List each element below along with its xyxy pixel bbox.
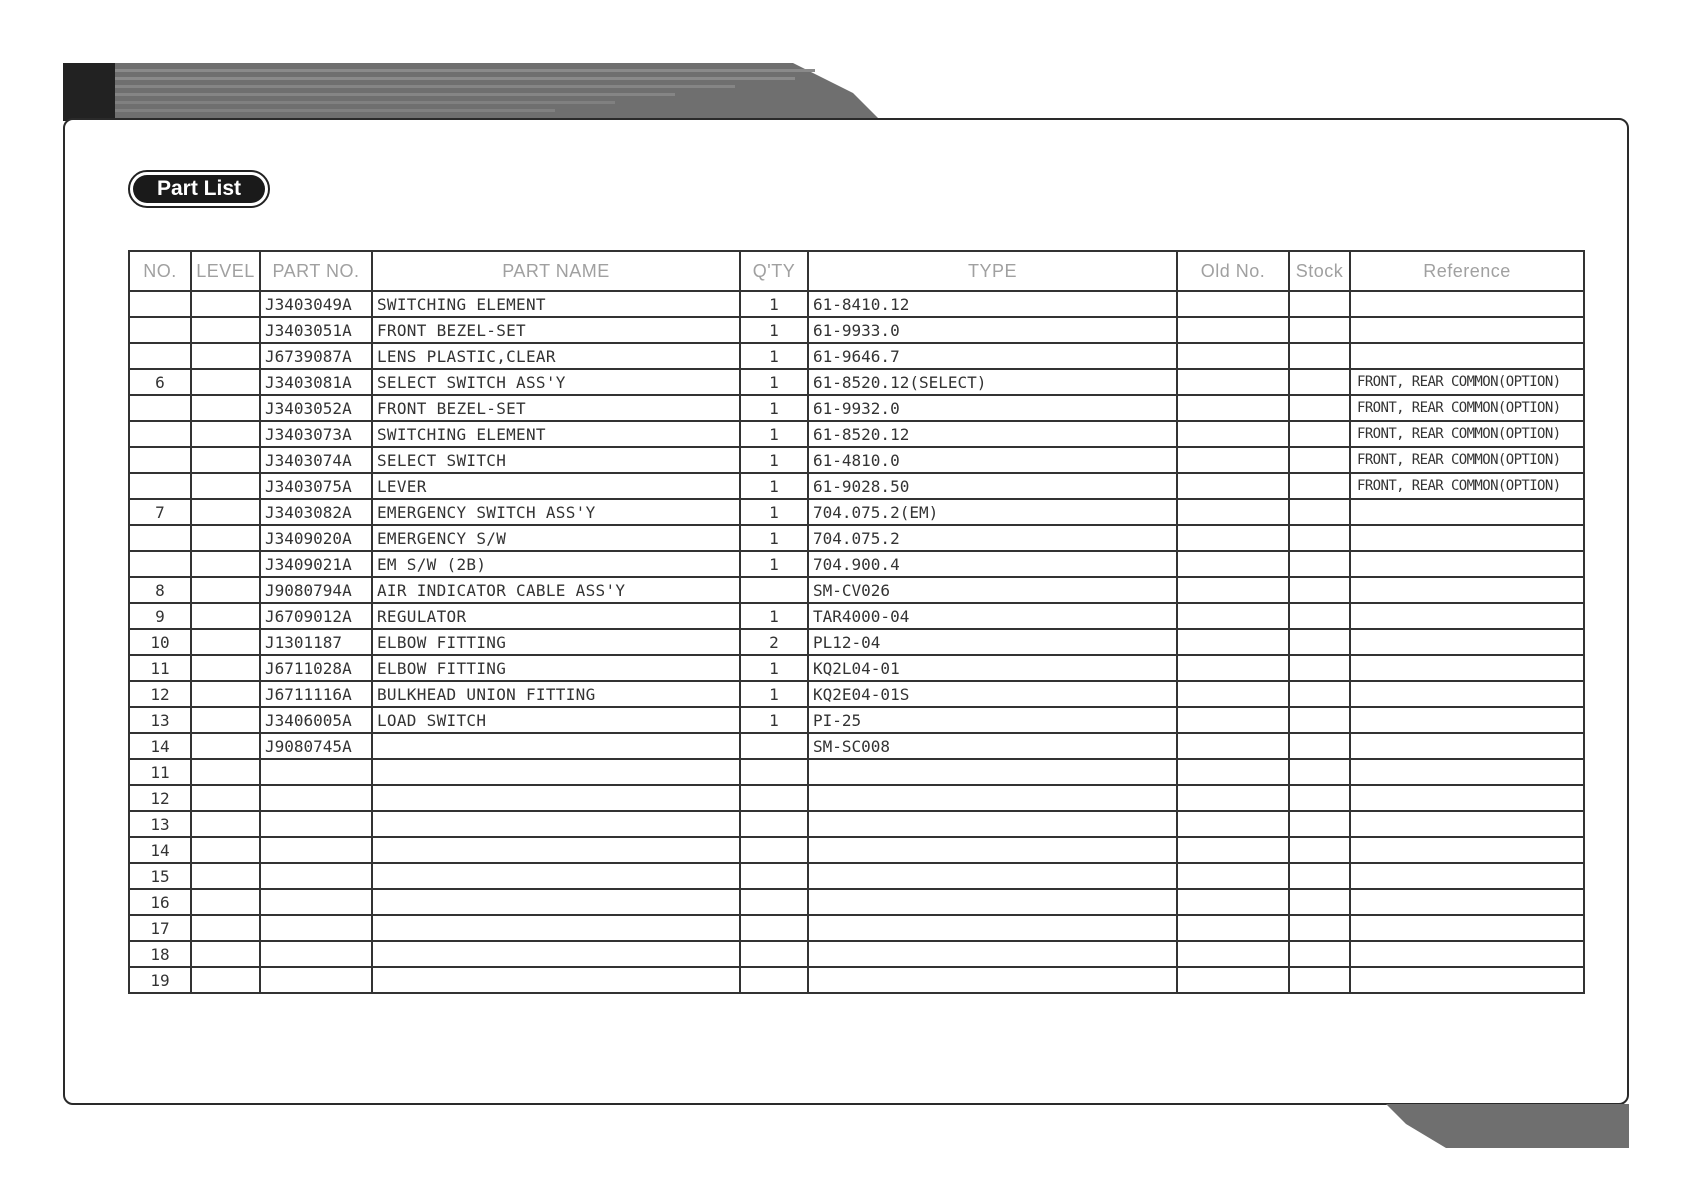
cell-qty — [740, 577, 808, 603]
cell-old-no — [1177, 915, 1289, 941]
table-body — [129, 291, 1584, 993]
cell-qty: 1 — [740, 395, 808, 421]
cell-no — [129, 473, 191, 499]
cell-reference — [1350, 837, 1584, 863]
cell-reference — [1350, 707, 1584, 733]
cell-no — [129, 291, 191, 317]
table-row — [129, 915, 1584, 941]
cell-reference — [1350, 863, 1584, 889]
cell-type: PL12-04 — [808, 629, 1177, 655]
cell-type: KQ2L04-01 — [808, 655, 1177, 681]
cell-part-no: J1301187 — [260, 629, 372, 655]
cell-part-name: EM S/W (2B) — [372, 551, 740, 577]
cell-old-no — [1177, 525, 1289, 551]
table-row — [129, 811, 1584, 837]
table-row — [129, 759, 1584, 785]
cell-reference — [1350, 941, 1584, 967]
cell-type: 704.900.4 — [808, 551, 1177, 577]
table-row — [129, 863, 1584, 889]
table-row — [129, 525, 1584, 551]
cell-level — [191, 967, 260, 993]
cell-stock — [1289, 967, 1350, 993]
cell-level — [191, 889, 260, 915]
cell-stock — [1289, 395, 1350, 421]
cell-type: 61-9028.50 — [808, 473, 1177, 499]
cell-stock — [1289, 291, 1350, 317]
cell-type — [808, 785, 1177, 811]
cell-reference — [1350, 655, 1584, 681]
cell-old-no — [1177, 889, 1289, 915]
cell-reference — [1350, 577, 1584, 603]
cell-reference — [1350, 785, 1584, 811]
table-row — [129, 785, 1584, 811]
cell-level — [191, 629, 260, 655]
cell-stock — [1289, 629, 1350, 655]
cell-part-no: J3403073A — [260, 421, 372, 447]
cell-type: 704.075.2 — [808, 525, 1177, 551]
cell-no — [129, 447, 191, 473]
cell-type: KQ2E04-01S — [808, 681, 1177, 707]
cell-level — [191, 811, 260, 837]
cell-level — [191, 863, 260, 889]
cell-part-no: J3406005A — [260, 707, 372, 733]
cell-stock — [1289, 915, 1350, 941]
cell-qty — [740, 967, 808, 993]
cell-stock — [1289, 499, 1350, 525]
cell-qty: 1 — [740, 603, 808, 629]
cell-old-no — [1177, 941, 1289, 967]
header-stock: Stock — [1289, 251, 1350, 291]
cell-reference — [1350, 889, 1584, 915]
cell-type: TAR4000-04 — [808, 603, 1177, 629]
cell-qty: 1 — [740, 551, 808, 577]
table-row — [129, 317, 1584, 343]
table-row — [129, 577, 1584, 603]
cell-type: SM-CV026 — [808, 577, 1177, 603]
cell-old-no — [1177, 447, 1289, 473]
cell-reference — [1350, 291, 1584, 317]
table-row — [129, 551, 1584, 577]
cell-stock — [1289, 447, 1350, 473]
cell-reference: FRONT, REAR COMMON(OPTION) — [1350, 473, 1584, 499]
cell-reference: FRONT, REAR COMMON(OPTION) — [1350, 421, 1584, 447]
cell-old-no — [1177, 707, 1289, 733]
table-row — [129, 343, 1584, 369]
cell-level — [191, 759, 260, 785]
cell-reference — [1350, 603, 1584, 629]
cell-part-name: EMERGENCY S/W — [372, 525, 740, 551]
cell-type: 704.075.2(EM) — [808, 499, 1177, 525]
cell-type: 61-8520.12(SELECT) — [808, 369, 1177, 395]
cell-old-no — [1177, 343, 1289, 369]
table-row — [129, 655, 1584, 681]
cell-no: 16 — [129, 889, 191, 915]
cell-stock — [1289, 369, 1350, 395]
cell-qty: 1 — [740, 291, 808, 317]
cell-part-no: J3403074A — [260, 447, 372, 473]
cell-stock — [1289, 707, 1350, 733]
cell-stock — [1289, 811, 1350, 837]
cell-part-name — [372, 915, 740, 941]
cell-level — [191, 421, 260, 447]
table-row — [129, 369, 1584, 395]
cell-old-no — [1177, 291, 1289, 317]
cell-type: 61-8410.12 — [808, 291, 1177, 317]
cell-level — [191, 291, 260, 317]
cell-part-name: SWITCHING ELEMENT — [372, 421, 740, 447]
cell-part-no — [260, 759, 372, 785]
part-list-title: Part List — [133, 175, 265, 203]
cell-old-no — [1177, 733, 1289, 759]
cell-no — [129, 421, 191, 447]
cell-old-no — [1177, 551, 1289, 577]
cell-old-no — [1177, 421, 1289, 447]
cell-part-name: ELBOW FITTING — [372, 629, 740, 655]
table-row — [129, 707, 1584, 733]
cell-no: 12 — [129, 681, 191, 707]
cell-level — [191, 343, 260, 369]
cell-level — [191, 681, 260, 707]
cell-part-no — [260, 967, 372, 993]
cell-stock — [1289, 421, 1350, 447]
part-list-badge — [128, 170, 270, 208]
cell-level — [191, 525, 260, 551]
cell-stock — [1289, 941, 1350, 967]
cell-part-no: J3409020A — [260, 525, 372, 551]
cell-stock — [1289, 785, 1350, 811]
cell-part-no: J6711028A — [260, 655, 372, 681]
header-qty: Q'TY — [740, 251, 808, 291]
cell-stock — [1289, 733, 1350, 759]
cell-part-name: REGULATOR — [372, 603, 740, 629]
header-tab-decoration — [63, 63, 881, 121]
cell-level — [191, 577, 260, 603]
cell-part-name — [372, 811, 740, 837]
cell-part-no — [260, 837, 372, 863]
cell-stock — [1289, 759, 1350, 785]
cell-old-no — [1177, 681, 1289, 707]
table-row — [129, 837, 1584, 863]
cell-no: 18 — [129, 941, 191, 967]
cell-no: 13 — [129, 707, 191, 733]
table-row — [129, 421, 1584, 447]
cell-part-no: J3403052A — [260, 395, 372, 421]
cell-part-no — [260, 863, 372, 889]
cell-stock — [1289, 577, 1350, 603]
header-type: TYPE — [808, 251, 1177, 291]
cell-no — [129, 551, 191, 577]
cell-type: SM-SC008 — [808, 733, 1177, 759]
cell-part-no: J9080794A — [260, 577, 372, 603]
cell-qty: 1 — [740, 525, 808, 551]
cell-type — [808, 889, 1177, 915]
cell-no — [129, 395, 191, 421]
cell-reference: FRONT, REAR COMMON(OPTION) — [1350, 369, 1584, 395]
cell-stock — [1289, 343, 1350, 369]
cell-part-name: LENS PLASTIC,CLEAR — [372, 343, 740, 369]
cell-level — [191, 317, 260, 343]
cell-reference: FRONT, REAR COMMON(OPTION) — [1350, 395, 1584, 421]
cell-old-no — [1177, 811, 1289, 837]
cell-no — [129, 525, 191, 551]
cell-level — [191, 499, 260, 525]
cell-qty: 1 — [740, 343, 808, 369]
footer-tab-decoration — [1386, 1104, 1629, 1148]
cell-stock — [1289, 317, 1350, 343]
cell-type: 61-9933.0 — [808, 317, 1177, 343]
cell-part-no: J9080745A — [260, 733, 372, 759]
cell-part-name: SELECT SWITCH ASS'Y — [372, 369, 740, 395]
cell-level — [191, 915, 260, 941]
cell-part-no: J6739087A — [260, 343, 372, 369]
cell-no: 9 — [129, 603, 191, 629]
cell-part-name — [372, 941, 740, 967]
cell-part-no: J3409021A — [260, 551, 372, 577]
table-row — [129, 889, 1584, 915]
cell-no: 12 — [129, 785, 191, 811]
cell-part-name — [372, 863, 740, 889]
cell-qty: 1 — [740, 369, 808, 395]
cell-part-no — [260, 915, 372, 941]
cell-no: 14 — [129, 733, 191, 759]
cell-no: 15 — [129, 863, 191, 889]
cell-stock — [1289, 603, 1350, 629]
cell-stock — [1289, 889, 1350, 915]
cell-part-no — [260, 811, 372, 837]
cell-level — [191, 395, 260, 421]
header-no: NO. — [129, 251, 191, 291]
cell-level — [191, 707, 260, 733]
cell-part-no — [260, 941, 372, 967]
cell-type: 61-8520.12 — [808, 421, 1177, 447]
table-row — [129, 447, 1584, 473]
cell-level — [191, 447, 260, 473]
cell-qty: 1 — [740, 499, 808, 525]
cell-level — [191, 837, 260, 863]
cell-stock — [1289, 681, 1350, 707]
table-header-row — [129, 251, 1584, 291]
cell-reference — [1350, 317, 1584, 343]
cell-no: 13 — [129, 811, 191, 837]
cell-level — [191, 473, 260, 499]
table-row — [129, 941, 1584, 967]
cell-level — [191, 733, 260, 759]
cell-old-no — [1177, 837, 1289, 863]
cell-part-no: J3403049A — [260, 291, 372, 317]
cell-old-no — [1177, 655, 1289, 681]
cell-part-name: EMERGENCY SWITCH ASS'Y — [372, 499, 740, 525]
header-level: LEVEL — [191, 251, 260, 291]
cell-no: 10 — [129, 629, 191, 655]
cell-part-name: LEVER — [372, 473, 740, 499]
cell-no — [129, 317, 191, 343]
cell-stock — [1289, 551, 1350, 577]
cell-old-no — [1177, 473, 1289, 499]
cell-part-name — [372, 785, 740, 811]
cell-part-name: SWITCHING ELEMENT — [372, 291, 740, 317]
cell-part-name — [372, 967, 740, 993]
cell-part-name: FRONT BEZEL-SET — [372, 317, 740, 343]
cell-reference — [1350, 343, 1584, 369]
cell-reference — [1350, 681, 1584, 707]
cell-qty: 1 — [740, 707, 808, 733]
cell-stock — [1289, 525, 1350, 551]
cell-part-no: J6711116A — [260, 681, 372, 707]
cell-part-name: LOAD SWITCH — [372, 707, 740, 733]
cell-qty — [740, 733, 808, 759]
cell-stock — [1289, 655, 1350, 681]
cell-part-name: BULKHEAD UNION FITTING — [372, 681, 740, 707]
cell-stock — [1289, 837, 1350, 863]
table-row — [129, 291, 1584, 317]
cell-qty: 2 — [740, 629, 808, 655]
cell-reference — [1350, 551, 1584, 577]
cell-type: 61-9932.0 — [808, 395, 1177, 421]
cell-old-no — [1177, 759, 1289, 785]
cell-old-no — [1177, 577, 1289, 603]
cell-part-name — [372, 759, 740, 785]
cell-reference — [1350, 915, 1584, 941]
header-reference: Reference — [1350, 251, 1584, 291]
cell-old-no — [1177, 785, 1289, 811]
cell-type — [808, 941, 1177, 967]
cell-no: 11 — [129, 655, 191, 681]
cell-qty: 1 — [740, 317, 808, 343]
cell-type — [808, 759, 1177, 785]
cell-level — [191, 941, 260, 967]
header-old-no: Old No. — [1177, 251, 1289, 291]
cell-part-name — [372, 733, 740, 759]
cell-no: 19 — [129, 967, 191, 993]
cell-no: 11 — [129, 759, 191, 785]
cell-stock — [1289, 863, 1350, 889]
table-row — [129, 967, 1584, 993]
cell-part-no: J3403081A — [260, 369, 372, 395]
table-row — [129, 499, 1584, 525]
cell-old-no — [1177, 863, 1289, 889]
cell-reference — [1350, 811, 1584, 837]
cell-type — [808, 967, 1177, 993]
cell-part-no: J3403082A — [260, 499, 372, 525]
cell-qty: 1 — [740, 447, 808, 473]
cell-reference — [1350, 967, 1584, 993]
cell-type — [808, 915, 1177, 941]
cell-qty — [740, 863, 808, 889]
cell-type: 61-9646.7 — [808, 343, 1177, 369]
cell-no: 17 — [129, 915, 191, 941]
cell-qty — [740, 759, 808, 785]
cell-qty — [740, 889, 808, 915]
cell-part-name: AIR INDICATOR CABLE ASS'Y — [372, 577, 740, 603]
table-row — [129, 681, 1584, 707]
header-part-name: PART NAME — [372, 251, 740, 291]
cell-part-no — [260, 785, 372, 811]
cell-qty: 1 — [740, 421, 808, 447]
cell-qty — [740, 941, 808, 967]
cell-level — [191, 655, 260, 681]
cell-old-no — [1177, 369, 1289, 395]
cell-no: 7 — [129, 499, 191, 525]
cell-type: PI-25 — [808, 707, 1177, 733]
cell-old-no — [1177, 317, 1289, 343]
cell-stock — [1289, 473, 1350, 499]
cell-no — [129, 343, 191, 369]
cell-qty — [740, 837, 808, 863]
cell-level — [191, 369, 260, 395]
cell-old-no — [1177, 603, 1289, 629]
cell-level — [191, 603, 260, 629]
table-row — [129, 603, 1584, 629]
cell-part-name — [372, 889, 740, 915]
table-row — [129, 629, 1584, 655]
cell-old-no — [1177, 967, 1289, 993]
cell-old-no — [1177, 395, 1289, 421]
cell-part-no: J3403075A — [260, 473, 372, 499]
cell-reference: FRONT, REAR COMMON(OPTION) — [1350, 447, 1584, 473]
cell-part-no — [260, 889, 372, 915]
header-part-no: PART NO. — [260, 251, 372, 291]
cell-qty: 1 — [740, 473, 808, 499]
cell-qty: 1 — [740, 681, 808, 707]
cell-no: 6 — [129, 369, 191, 395]
cell-old-no — [1177, 629, 1289, 655]
cell-part-name — [372, 837, 740, 863]
cell-qty — [740, 811, 808, 837]
cell-part-name: FRONT BEZEL-SET — [372, 395, 740, 421]
cell-part-no: J6709012A — [260, 603, 372, 629]
cell-type: 61-4810.0 — [808, 447, 1177, 473]
cell-reference — [1350, 525, 1584, 551]
table-row — [129, 395, 1584, 421]
cell-reference — [1350, 499, 1584, 525]
cell-qty — [740, 785, 808, 811]
cell-type — [808, 863, 1177, 889]
cell-part-name: SELECT SWITCH — [372, 447, 740, 473]
cell-part-no: J3403051A — [260, 317, 372, 343]
cell-part-name: ELBOW FITTING — [372, 655, 740, 681]
table-row — [129, 473, 1584, 499]
cell-type — [808, 811, 1177, 837]
cell-no: 8 — [129, 577, 191, 603]
table-row — [129, 733, 1584, 759]
cell-reference — [1350, 759, 1584, 785]
cell-no: 14 — [129, 837, 191, 863]
cell-level — [191, 551, 260, 577]
cell-reference — [1350, 733, 1584, 759]
cell-qty — [740, 915, 808, 941]
cell-old-no — [1177, 499, 1289, 525]
parts-table — [128, 250, 1585, 994]
cell-level — [191, 785, 260, 811]
cell-reference — [1350, 629, 1584, 655]
cell-qty: 1 — [740, 655, 808, 681]
cell-type — [808, 837, 1177, 863]
